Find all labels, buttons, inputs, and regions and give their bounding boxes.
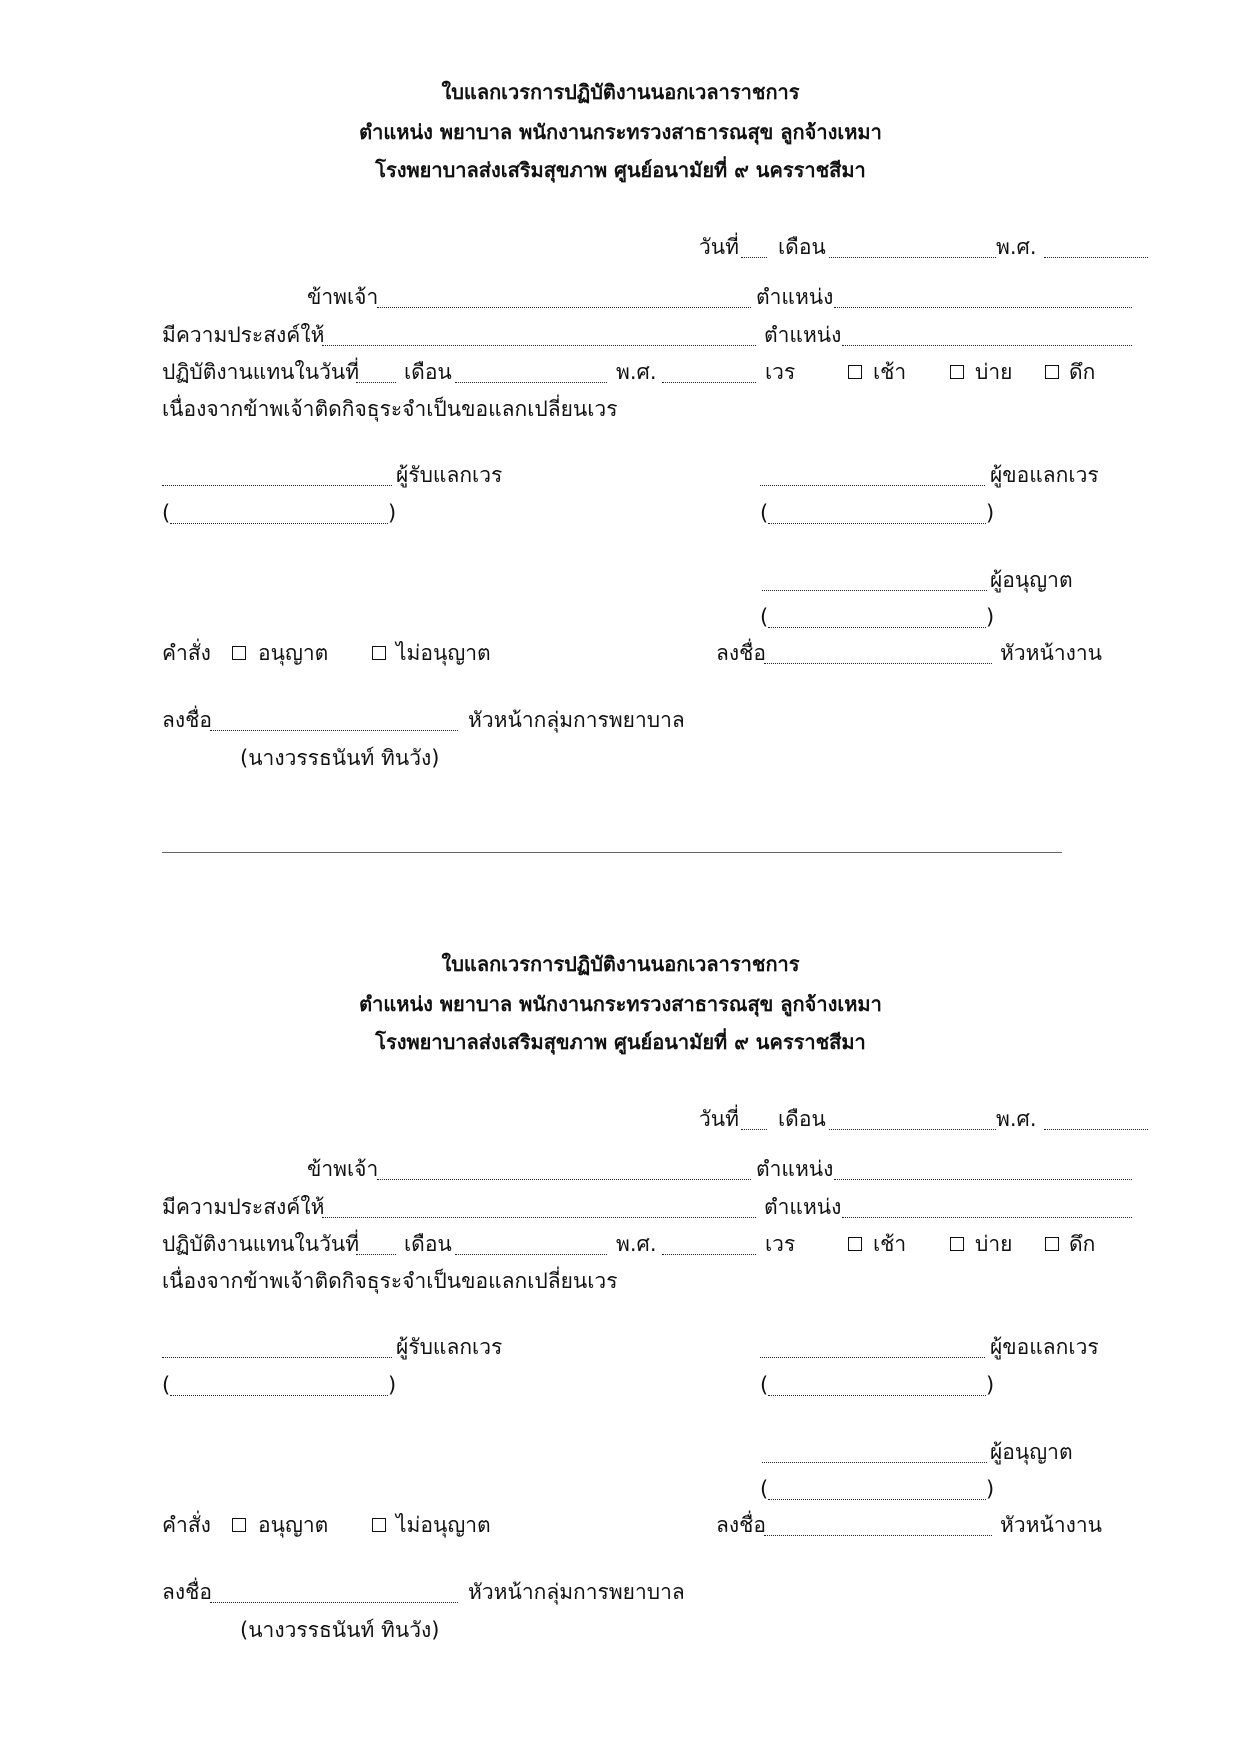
- date-day-field[interactable]: [741, 1129, 767, 1130]
- substitute-name-field[interactable]: [322, 1217, 756, 1218]
- form-subtitle-position: ตำแหน่ง พยาบาล พนักงานกระทรวงสาธารณสุข ลูกจ้างเหมา: [359, 992, 882, 1016]
- requester-position-field[interactable]: [834, 1179, 1132, 1180]
- month-label: เดือน: [778, 1107, 826, 1131]
- work-date-label: ปฏิบัติงานแทนในวันที่: [162, 360, 360, 384]
- nursing-head-label: หัวหน้ากลุ่มการพยาบาล: [468, 708, 685, 732]
- form-divider: [162, 852, 1062, 853]
- year-label: พ.ศ.: [996, 1107, 1037, 1131]
- order-approve-checkbox[interactable]: [232, 646, 246, 660]
- work-year-field[interactable]: [662, 1254, 756, 1255]
- work-month-field[interactable]: [455, 1254, 607, 1255]
- requester-paren-open: (: [760, 1373, 769, 1397]
- requester-name-label: ข้าพเจ้า: [307, 1157, 379, 1181]
- approver-paren-open: (: [760, 605, 769, 629]
- requester-signature-field[interactable]: [760, 1357, 985, 1358]
- receiver-paren-close: ): [388, 1373, 397, 1397]
- date-day-field[interactable]: [741, 257, 767, 258]
- substitute-position-field[interactable]: [842, 345, 1132, 346]
- form-title: ใบแลกเวรการปฏิบัติงานนอกเวลาราชการ: [441, 80, 800, 104]
- order-approve-checkbox[interactable]: [232, 1518, 246, 1532]
- requester-printed-name-field[interactable]: [768, 523, 986, 524]
- order-reject-checkbox[interactable]: [372, 646, 386, 660]
- nursing-head-signature-field[interactable]: [210, 1602, 458, 1603]
- shift-label: เวร: [765, 1232, 796, 1256]
- nursing-head-label: หัวหน้ากลุ่มการพยาบาล: [468, 1580, 685, 1604]
- receiver-printed-name-field[interactable]: [170, 523, 388, 524]
- approver-paren-close: ): [986, 1477, 995, 1501]
- supervisor-label: หัวหน้างาน: [1000, 641, 1103, 665]
- requester-position-field[interactable]: [834, 307, 1132, 308]
- form-subtitle-position: ตำแหน่ง พยาบาล พนักงานกระทรวงสาธารณสุข ลูกจ้างเหมา: [359, 120, 882, 144]
- requester-name-field[interactable]: [377, 1179, 751, 1180]
- year-label: พ.ศ.: [996, 235, 1037, 259]
- supervisor-signature-field[interactable]: [764, 1535, 992, 1536]
- shift-night-label: ดึก: [1069, 360, 1096, 384]
- form-subtitle-hospital: โรงพยาบาลส่งเสริมสุขภาพ ศูนย์อนามัยที่ ๙ นครราชสีมา: [375, 158, 866, 182]
- supervisor-sign-label: ลงชื่อ: [716, 1513, 766, 1537]
- requester-position-label: ตำแหน่ง: [756, 1157, 834, 1181]
- requester-label: ผู้ขอแลกเวร: [990, 463, 1099, 487]
- order-approve-label: อนุญาต: [258, 641, 329, 665]
- approver-printed-name-field[interactable]: [768, 627, 986, 628]
- substitute-position-label: ตำแหน่ง: [764, 1195, 842, 1219]
- nursing-head-signature-field[interactable]: [210, 730, 458, 731]
- shift-night-label: ดึก: [1069, 1232, 1096, 1256]
- order-approve-label: อนุญาต: [258, 1513, 329, 1537]
- requester-signature-field[interactable]: [760, 485, 985, 486]
- substitute-position-field[interactable]: [842, 1217, 1132, 1218]
- shift-morning-checkbox[interactable]: [848, 1237, 862, 1251]
- order-label: คำสั่ง: [162, 641, 211, 665]
- nursing-head-name: (นางวรรธนันท์ ทินวัง): [240, 746, 440, 770]
- work-day-field[interactable]: [356, 382, 396, 383]
- requester-paren-open: (: [760, 501, 769, 525]
- reason-text: เนื่องจากข้าพเจ้าติดกิจธุระจำเป็นขอแลกเปลี่ยนเวร: [162, 397, 618, 421]
- approver-signature-field[interactable]: [762, 1462, 987, 1463]
- work-date-label: ปฏิบัติงานแทนในวันที่: [162, 1232, 360, 1256]
- substitute-name-label: มีความประสงค์ให้: [162, 323, 325, 347]
- approver-signature-field[interactable]: [762, 590, 987, 591]
- receiver-label: ผู้รับแลกเวร: [396, 463, 503, 487]
- nursing-head-sign-label: ลงชื่อ: [162, 1580, 212, 1604]
- work-day-field[interactable]: [356, 1254, 396, 1255]
- work-year-label: พ.ศ.: [616, 1232, 657, 1256]
- date-label: วันที่: [699, 1107, 739, 1131]
- shift-exchange-form-2: [0, 872, 1241, 1732]
- shift-night-checkbox[interactable]: [1045, 365, 1059, 379]
- nursing-head-name: (นางวรรธนันท์ ทินวัง): [240, 1618, 440, 1642]
- work-month-field[interactable]: [455, 382, 607, 383]
- requester-paren-close: ): [986, 1373, 995, 1397]
- date-year-field[interactable]: [1044, 1129, 1148, 1130]
- approver-label: ผู้อนุญาต: [990, 568, 1073, 592]
- shift-afternoon-checkbox[interactable]: [950, 1237, 964, 1251]
- shift-morning-label: เช้า: [873, 1232, 907, 1256]
- shift-label: เวร: [765, 360, 796, 384]
- order-label: คำสั่ง: [162, 1513, 211, 1537]
- approver-printed-name-field[interactable]: [768, 1499, 986, 1500]
- receiver-signature-field[interactable]: [162, 1357, 392, 1358]
- reason-text: เนื่องจากข้าพเจ้าติดกิจธุระจำเป็นขอแลกเปลี่ยนเวร: [162, 1269, 618, 1293]
- requester-name-label: ข้าพเจ้า: [307, 285, 379, 309]
- requester-position-label: ตำแหน่ง: [756, 285, 834, 309]
- shift-afternoon-label: บ่าย: [975, 360, 1013, 384]
- date-year-field[interactable]: [1044, 257, 1148, 258]
- receiver-paren-open: (: [162, 1373, 171, 1397]
- requester-paren-close: ): [986, 501, 995, 525]
- shift-night-checkbox[interactable]: [1045, 1237, 1059, 1251]
- requester-name-field[interactable]: [377, 307, 751, 308]
- work-year-field[interactable]: [662, 382, 756, 383]
- approver-paren-close: ): [986, 605, 995, 629]
- receiver-signature-field[interactable]: [162, 485, 392, 486]
- requester-label: ผู้ขอแลกเวร: [990, 1335, 1099, 1359]
- date-month-field[interactable]: [829, 1129, 996, 1130]
- receiver-printed-name-field[interactable]: [170, 1395, 388, 1396]
- supervisor-sign-label: ลงชื่อ: [716, 641, 766, 665]
- shift-exchange-form-1: [0, 0, 1241, 860]
- requester-printed-name-field[interactable]: [768, 1395, 986, 1396]
- supervisor-signature-field[interactable]: [764, 663, 992, 664]
- form-subtitle-hospital: โรงพยาบาลส่งเสริมสุขภาพ ศูนย์อนามัยที่ ๙ นครราชสีมา: [375, 1030, 866, 1054]
- substitute-name-label: มีความประสงค์ให้: [162, 1195, 325, 1219]
- supervisor-label: หัวหน้างาน: [1000, 1513, 1103, 1537]
- shift-afternoon-checkbox[interactable]: [950, 365, 964, 379]
- approver-paren-open: (: [760, 1477, 769, 1501]
- order-reject-checkbox[interactable]: [372, 1518, 386, 1532]
- order-reject-label: ไม่อนุญาต: [396, 1513, 491, 1537]
- form-title: ใบแลกเวรการปฏิบัติงานนอกเวลาราชการ: [441, 952, 800, 976]
- work-year-label: พ.ศ.: [616, 360, 657, 384]
- month-label: เดือน: [778, 235, 826, 259]
- substitute-position-label: ตำแหน่ง: [764, 323, 842, 347]
- date-label: วันที่: [699, 235, 739, 259]
- date-month-field[interactable]: [829, 257, 996, 258]
- substitute-name-field[interactable]: [322, 345, 756, 346]
- shift-afternoon-label: บ่าย: [975, 1232, 1013, 1256]
- receiver-paren-close: ): [388, 501, 397, 525]
- shift-morning-checkbox[interactable]: [848, 365, 862, 379]
- approver-label: ผู้อนุญาต: [990, 1440, 1073, 1464]
- shift-morning-label: เช้า: [873, 360, 907, 384]
- nursing-head-sign-label: ลงชื่อ: [162, 708, 212, 732]
- order-reject-label: ไม่อนุญาต: [396, 641, 491, 665]
- receiver-paren-open: (: [162, 501, 171, 525]
- receiver-label: ผู้รับแลกเวร: [396, 1335, 503, 1359]
- work-month-label: เดือน: [404, 360, 452, 384]
- work-month-label: เดือน: [404, 1232, 452, 1256]
